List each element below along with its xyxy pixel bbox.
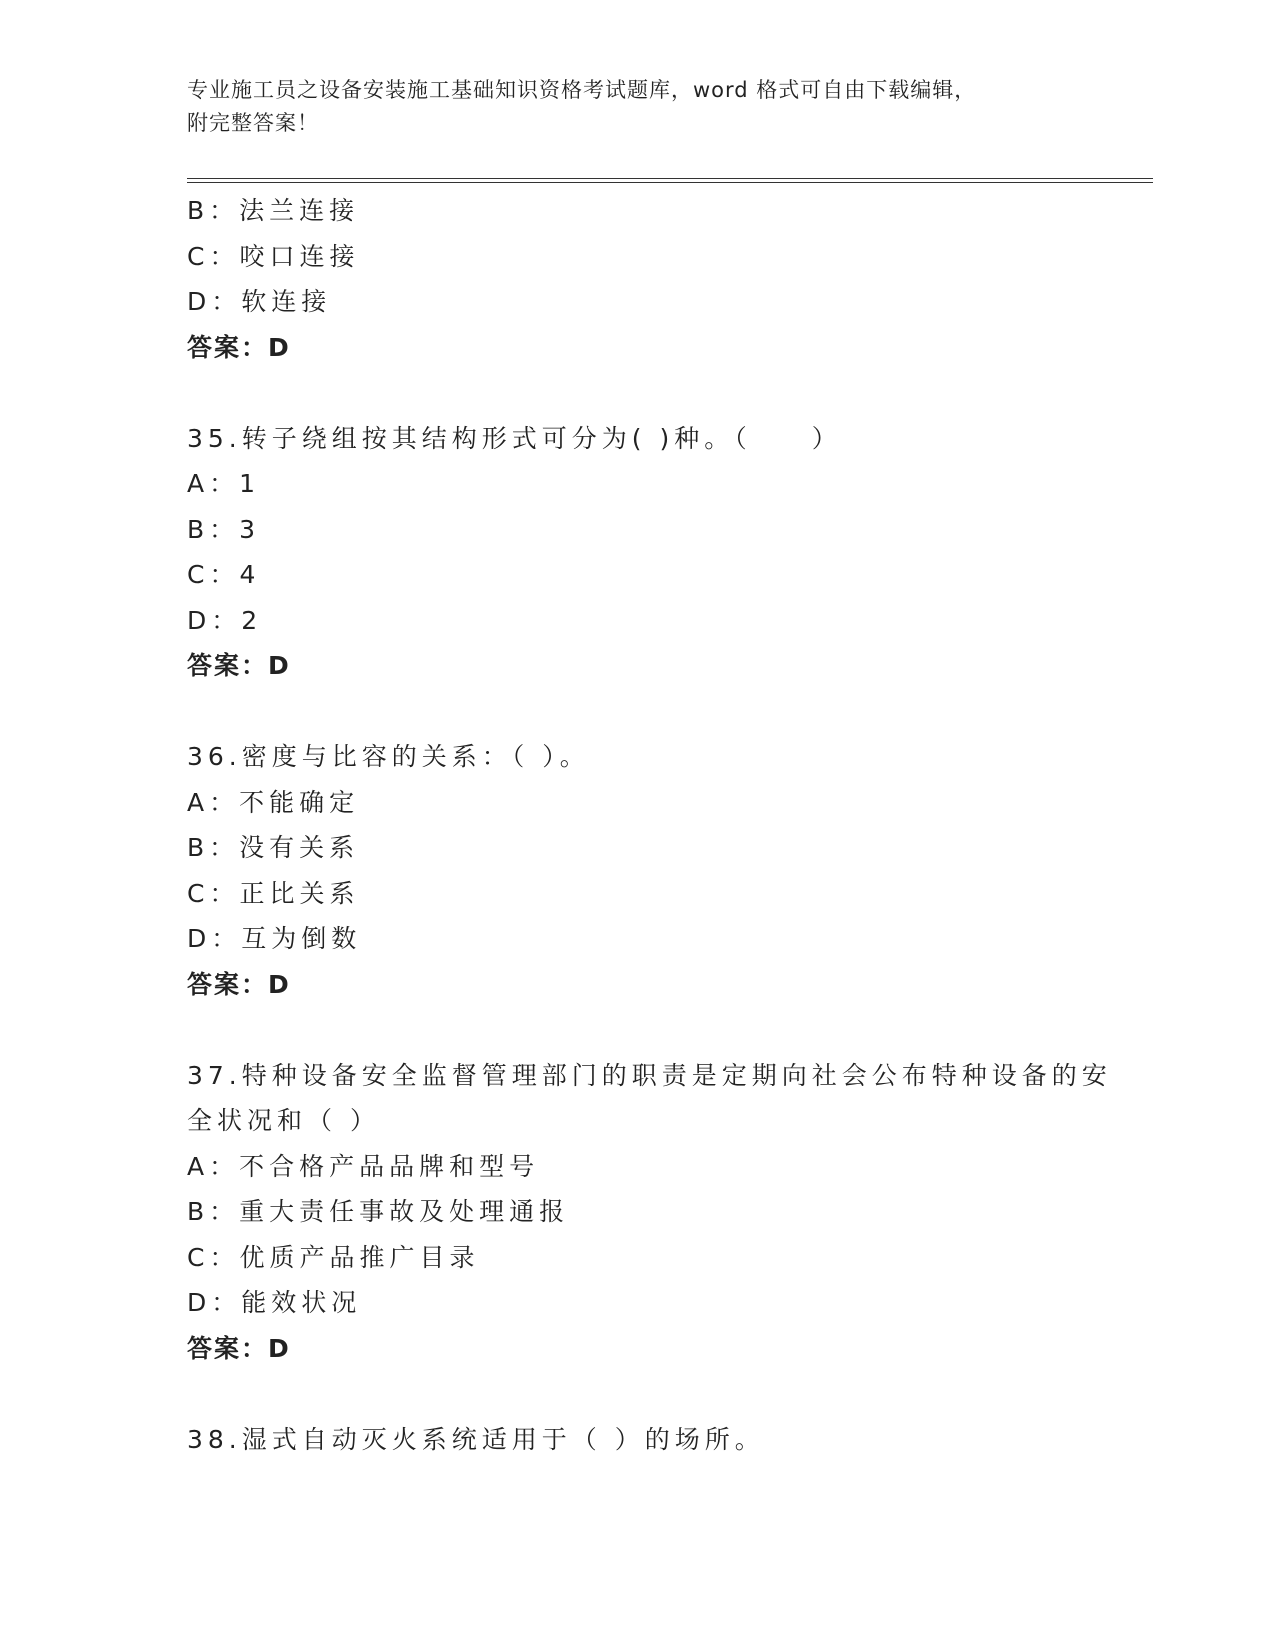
question-stem: 38.湿式自动灭火系统适用于（ ）的场所。 xyxy=(187,1424,765,1454)
question-stem-line-1: 37.特种设备安全监督管理部门的职责是定期向社会公布特种设备的安 xyxy=(187,1060,1112,1090)
option-d: D：2 xyxy=(187,605,263,635)
option-c: C：正比关系 xyxy=(187,878,360,908)
answer: 答案：D xyxy=(187,969,291,999)
question-37 xyxy=(187,1053,1112,1372)
option-a: A：不能确定 xyxy=(187,787,360,817)
option-c: C：咬口连接 xyxy=(187,241,360,271)
spacer xyxy=(187,1007,1087,1053)
document-header xyxy=(187,74,1087,140)
question-stem: 35.转子绕组按其结构形式可分为( )种。（ ） xyxy=(187,423,842,453)
header-line-1: 专业施工员之设备安装施工基础知识资格考试题库，word 格式可自由下载编辑， xyxy=(187,78,977,102)
option-a: A：1 xyxy=(187,469,261,498)
option-d: D：能效状况 xyxy=(187,1288,362,1317)
spacer xyxy=(187,1371,1087,1417)
option-b: B：3 xyxy=(187,514,261,544)
option-a: A：不合格产品品牌和型号 xyxy=(187,1151,540,1181)
option-b: B：法兰连接 xyxy=(187,196,360,225)
question-stem: 36.密度与比容的关系：（ ）。 xyxy=(187,742,590,771)
spacer xyxy=(187,689,1087,735)
option-d: D：软连接 xyxy=(187,287,332,316)
question-stem-line-2: 全状况和（ ） xyxy=(187,1106,380,1135)
spacer xyxy=(187,370,1087,416)
answer: 答案：D xyxy=(187,332,291,362)
option-b: B：重大责任事故及处理通报 xyxy=(187,1197,570,1226)
option-b: B：没有关系 xyxy=(187,833,360,862)
question-34-continued xyxy=(187,188,1087,370)
header-line-2: 附完整答案！ xyxy=(187,111,319,135)
question-38 xyxy=(187,1417,1087,1463)
question-35 xyxy=(187,416,1087,689)
option-c: C：优质产品推广目录 xyxy=(187,1242,480,1272)
answer: 答案：D xyxy=(187,1333,291,1363)
question-36 xyxy=(187,734,1087,1007)
option-d: D：互为倒数 xyxy=(187,924,362,953)
question-list xyxy=(187,188,1112,1462)
answer: 答案：D xyxy=(187,651,291,680)
header-divider xyxy=(187,178,1153,183)
option-c: C：4 xyxy=(187,560,261,589)
